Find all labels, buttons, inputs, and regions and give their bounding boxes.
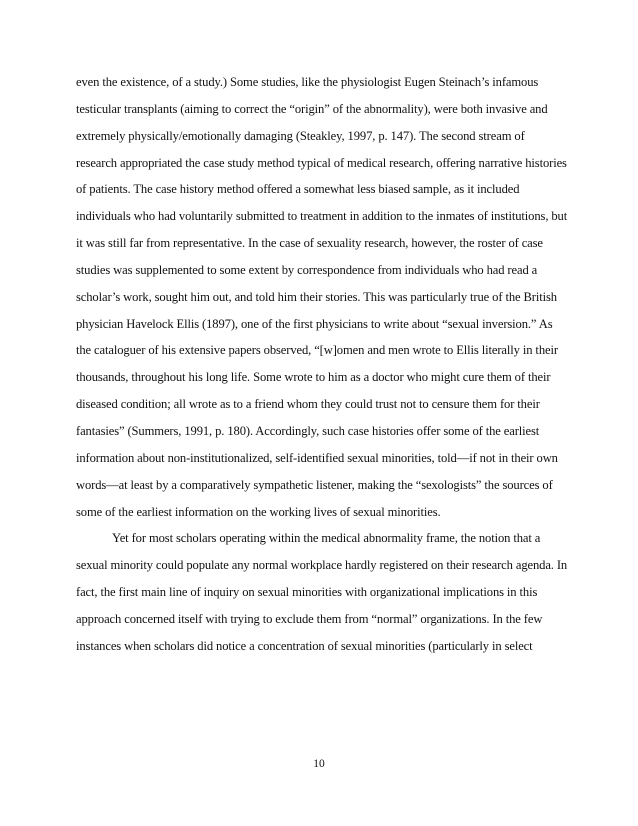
page-number: 10 [313,758,325,770]
body-text [76,69,568,660]
paragraph-2: Yet for most scholars operating within the medical abnormality frame, the notion that a sexual minority could populate any normal workplace hardly registered on their research agenda. In fact, the first main line of inquiry on sexual minorities with organizational implications in this approach concerned itself with trying to exclude them from “normal” organizations. In the few instances when scholars did notice a concentration of sexual minorities (particularly in select [76,531,568,653]
paragraph-1: even the existence, of a study.) Some studies, like the physiologist Eugen Steinach’s infamous testicular transplants (aiming to correct the “origin” of the abnormality), were both invasive and extremely physically/emotionally damaging (Steakley, 1997, p. 147). The second stream of research appropriated the case study method typical of medical research, offering narrative histories of patients. The case history method offered a somewhat less biased sample, as it included individuals who had voluntarily submitted to treatment in addition to the inmates of institutions, but it was still far from representative. In the case of sexuality research, however, the roster of case studies was supplemented to some extent by correspondence from individuals who had read a scholar’s work, sought him out, and told him their stories. This was particularly true of the British physician Havelock Ellis (1897), one of the first physicians to write about “sexual inversion.” As the cataloguer of his extensive papers observed, “[w]omen and men wrote to Ellis literally in their thousands, throughout his long life. Some wrote to him as a doctor who might cure them of their diseased condition; all wrote as to a friend whom they could trust not to censure them for their fantasies” (Summers, 1991, p. 180). Accordingly, such case histories offer some of the earliest information about non-institutionalized, self-identified sexual minorities, told—if not in their own words—at least by a comparatively sympathetic listener, making the “sexologists” the sources of some of the earliest information on the working lives of sexual minorities. [76,75,568,519]
